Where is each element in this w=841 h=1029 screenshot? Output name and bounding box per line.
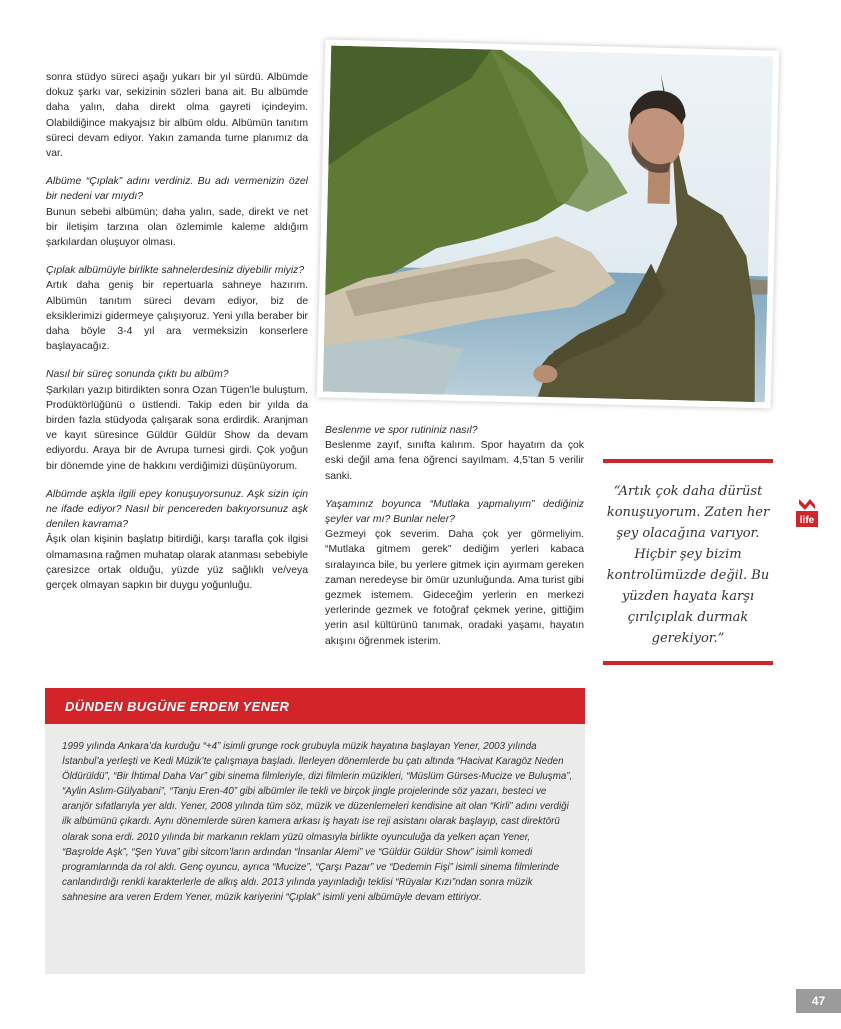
interview-question: Albümde aşkla ilgili epey konuşuyorsunuz. Aşk sizin için ne ifade ediyor? Nasıl bir pencereden bakıyorsunuz aşk denilen kavrama? (46, 488, 308, 531)
life-logo-text: life (799, 515, 815, 526)
interview-question: Beslenme ve spor rutininiz nasıl? (325, 425, 478, 436)
article-paragraph: sonra stüdyo süreci aşağı yukarı bir yıl sürdü. Albümde dokuz şarkı var, sekizinin sözleri bana ait. Bu albümde daha yalın, daha direkt olma gayreti içindeyim. Olabildiğince makyajsız bir albüm oldu. Albümün tanıtım süreci devam ediyor. Yakın zamanda turne planımız da var. (46, 72, 308, 160)
pull-quote-text: “Artık çok daha dürüst konuşuyorum. Zaten her şey olacağına varıyor. Hiçbir şey bizim kontrolümüzde değil. Bu yüzden hayata karşı çırılçıplak durmak gerekiyor.” (606, 484, 770, 646)
interview-question: Albüme “Çıplak” adını verdiniz. Bu adı vermenizin özel bir nedeni var mıydı? (46, 176, 308, 203)
article-column-left (46, 70, 308, 606)
biography-title: DÜNDEN BUGÜNE ERDEM YENER (65, 699, 290, 714)
interview-answer: Şarkıları yazıp bitirdikten sonra Ozan Tügen’le buluştum. Prodüktörlüğünü o üstlendi. Takip eden bir yılda da birden fazla stüdyoda çalışarak sona erdirdik. Aranjman ve kayıt süresince Güldür Güldür Show da devam ediyordu. Araya bir de Avrupa turnesi girdi. Çok yoğun bir dönemde yine de hakkını verdiğimizi düşünüyorum. (46, 384, 308, 472)
article-column-middle (325, 423, 584, 662)
interview-question: Yaşamınız boyunca “Mutlaka yapmalıyım” dediğiniz şeyler var mı? Bunlar neler? (325, 498, 584, 526)
biography-box (45, 688, 585, 974)
portrait-photo (317, 40, 780, 409)
interview-question: Nasıl bir süreç sonunda çıktı bu albüm? (46, 369, 229, 381)
interview-answer: Artık daha geniş bir repertuarla sahneye hazırım. Albümün tanıtım süreci devam ediyor, biz de eksiklerimizi gidermeye çalışıyoruz. Yeni yılla beraber bir daha böyle 3-4 yıl ara vermeksizin konserlere başlayacağız. (46, 280, 308, 353)
life-logo-icon (796, 497, 818, 529)
biography-text: 1999 yılında Ankara’da kurduğu “+4” isimli grunge rock grubuyla müzik hayatına başlayan Yener, 2003 yılında İstanbul’a yerleşti ve Kedi Müzik’te çalışmaya başladı. İlerleyen dönemlerde bu çatı altında “Hacivat Karagöz Neden Öldürüldü”, “Bir İhtimal Daha Var” gibi sinema filmleriyle, dizi filmlerin müzikleri, “Müslüm Gürses-Mucize ve Buluşma”, “Aylin Aslım-Gülyabani”, “Tanju Eren-40” gibi albümler ile tekli ve birçok jingle projelerinde söz yazarı, besteci ve aranjör sıfatlarıyla yer aldı. Yener, 2008 yılında tüm söz, müzik ve düzenlemeleri kendisine ait olan “Kirli” adını verdiği ilk albümünü çıkardı. Aynı dönemlerde süren kamera arkası iş hayatı ise reji asistanı olarak başlayıp, cast direktörü olarak sona erdi. 2010 yılında bir markanın reklam yüzü olmasıyla birlikte oyunculuğa da yelken açan Yener, “Başrolde Aşk”, “Şen Yuva” gibi sitcom’ların ardından “İnsanlar Alemi” ve “Güldür Güldür Show” isimli komedi programlarında da rol aldı. Genç oyuncu, ayrıca “Mucize”, “Çarşı Pazar” ve “Dedemin Fişi” isimli sinema filmlerinde canlandırdığı renkli karakterlerle de alkış aldı. 2013 yılında yayınladığı teklisi “Rüyalar Kızı”ndan sonra müzik sahnesine ara veren Erdem Yener, müzik kariyerini “Çıplak” isimli yeni albümüyle devam ettiriyor. (62, 741, 573, 903)
interview-question: Çıplak albümüyle birlikte sahnelerdesiniz diyebilir miyiz? (46, 265, 305, 277)
life-logo (796, 497, 818, 529)
interview-answer: Bunun sebebi albümün; daha yalın, sade, direkt ve net bir iletişim tarzına olan özlemimle kaleme aldığım şarkılardan oluşuyor olması. (46, 206, 308, 249)
interview-answer: Gezmeyi çok severim. Daha çok yer görmeliyim. “Mutlaka gitmem gerek” dediğim yerleri kabaca sıralayınca bile, bu yerlere gitmek için ayırmam gereken zaman neredeyse bir ömür uzunluğunda. Ama turist gibi gezmek istemem. Gideceğim yerlerin en merkezi yerlerinde gezmek ve fotoğraf çekmek yerine, gittiğim yerin asıl kültürünü tanımak, oradaki yaşamı, hayatın akışını öğrenmek isterim. (325, 529, 584, 647)
biography-header (45, 688, 585, 724)
interview-answer: Beslenme zayıf, sınıfta kalırım. Spor hayatım da çok eski değil ama fena öğrenci sayılmam. 4,5’tan 5 verilir sanki. (325, 440, 584, 482)
page-number: 47 (796, 989, 841, 1013)
pull-quote (603, 459, 773, 665)
photo-illustration (323, 46, 773, 403)
interview-answer: Âşık olan kişinin başlatıp bitirdiği, karşı tarafla çok ilgisi olmamasına rağmen muhatap olarak atanması sebebiyle çaresizce ortak olduğu, yüzde yüz sağlıklı ve/veya gerçek olmayan sapkın bir duygu yoğunluğu. (46, 534, 308, 592)
